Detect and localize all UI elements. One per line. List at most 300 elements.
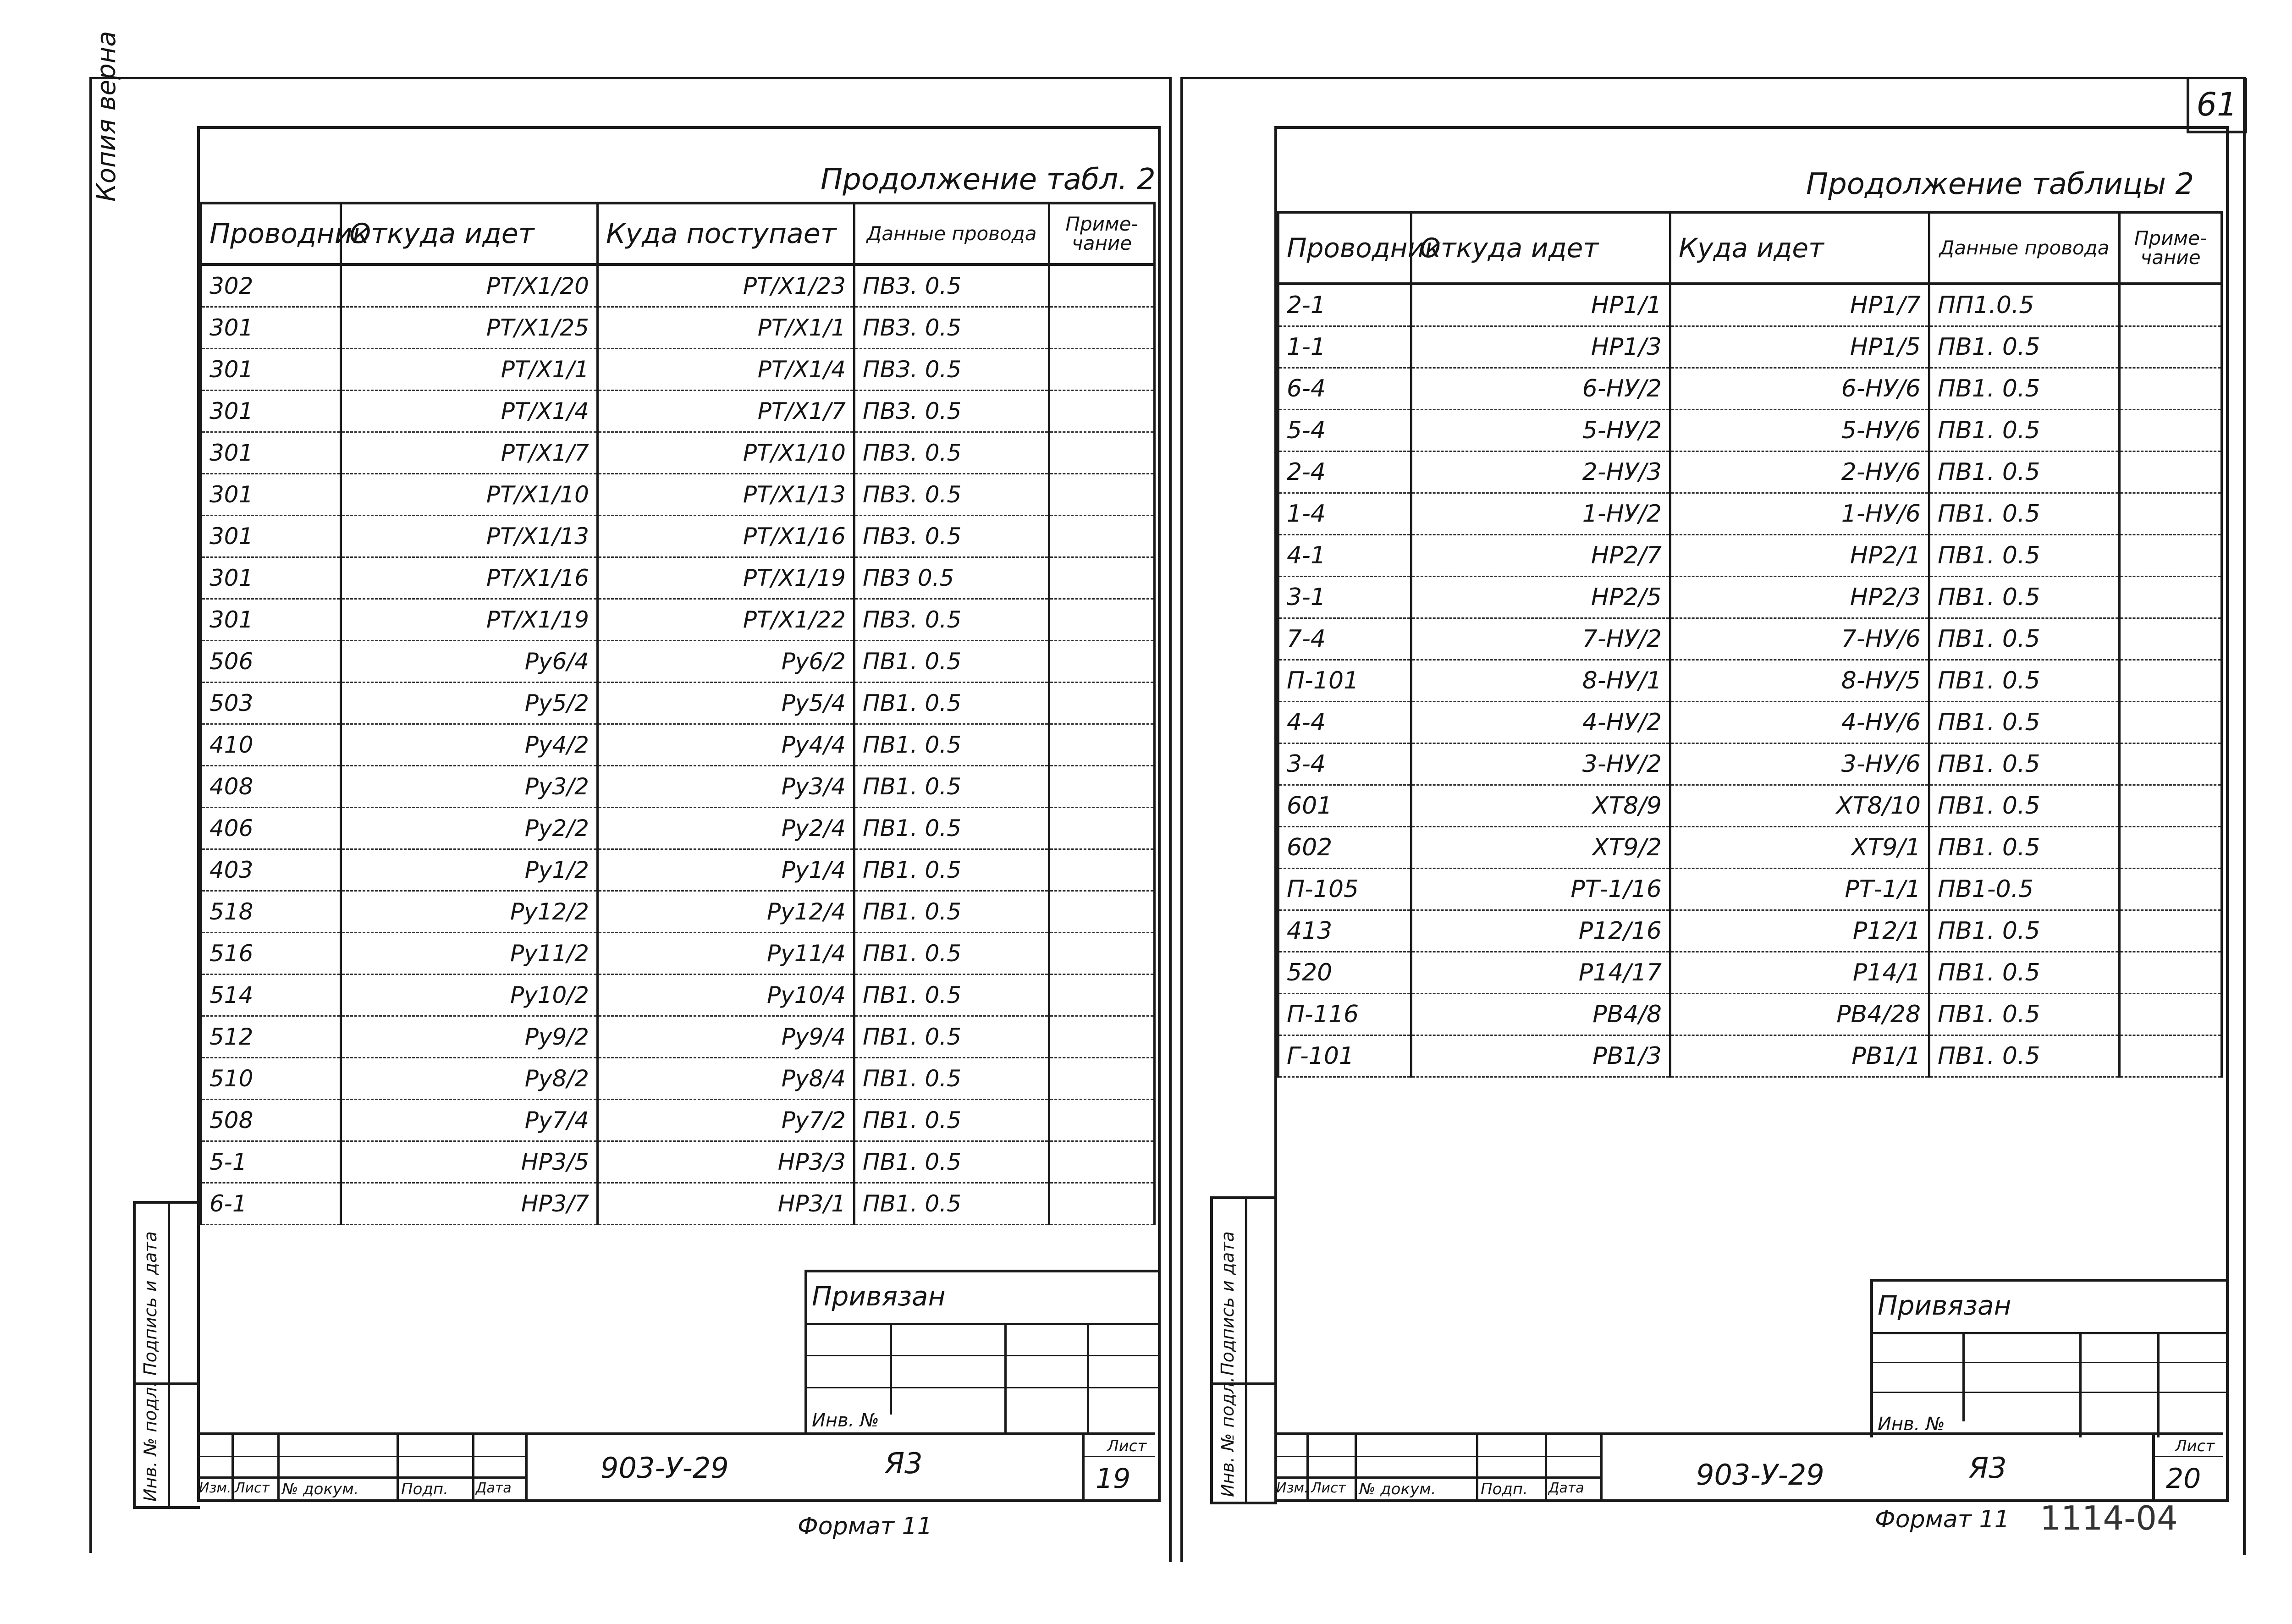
table-row [1278, 577, 2222, 618]
sheet-right-edge [2243, 77, 2246, 1555]
table-row [1278, 743, 2222, 785]
cell-wire: 301 [201, 391, 341, 432]
left-sheet-no-divider [1082, 1435, 1085, 1499]
left-format-label: Формат 11 [798, 1513, 932, 1540]
cell-note [2120, 577, 2222, 618]
cell-note [2120, 743, 2222, 785]
left-sheet-no-rule [1082, 1456, 1155, 1457]
right-sheet-number: 20 [2166, 1463, 2201, 1495]
right-binding-vrule-1 [1962, 1332, 1965, 1421]
cell-note [2120, 618, 2222, 660]
table-row [1278, 618, 2222, 660]
cell-wire: 601 [1278, 785, 1411, 827]
table-row [201, 849, 1155, 891]
cell-data: ПВ1. 0.5 [1929, 1035, 2120, 1077]
table-row [1278, 910, 2222, 952]
cell-data: ПВЗ. 0.5 [854, 474, 1049, 516]
table-row [1278, 1035, 2222, 1077]
cell-note [2120, 368, 2222, 410]
cell-to: РВ1/1 [1670, 1035, 1929, 1077]
cell-wire: 301 [201, 599, 341, 641]
col-header-wire-data: Данные провода [854, 203, 1049, 264]
right-stamp-h-sign: Подп. [1481, 1480, 1528, 1498]
cell-to: Р12/1 [1670, 910, 1929, 952]
right-stamp-col-3 [1476, 1435, 1478, 1499]
cell-to: Ру12/4 [598, 891, 854, 933]
cell-wire: 512 [201, 1016, 341, 1058]
left-stamp-h-sign: Подп. [401, 1480, 448, 1498]
col-header-from: Откуда идет [1411, 212, 1670, 284]
cell-from: Ру5/2 [341, 683, 598, 724]
cell-from: РТ/Х1/4 [341, 391, 598, 432]
cell-to: РТ/Х1/1 [598, 307, 854, 349]
table-row [1278, 410, 2222, 451]
left-binding-rule-1 [807, 1323, 1158, 1325]
cell-note [1049, 557, 1155, 599]
left-stamp-grid [197, 1435, 527, 1499]
cell-from: Ру12/2 [341, 891, 598, 933]
cell-wire: 602 [1278, 827, 1411, 869]
left-wire-table [200, 202, 1156, 1225]
cell-to: 1-НУ/6 [1670, 493, 1929, 535]
cell-wire: 518 [201, 891, 341, 933]
cell-note [2120, 994, 2222, 1035]
cell-from: 8-НУ/1 [1411, 660, 1670, 702]
table-row [201, 766, 1155, 808]
cell-to: НР3/1 [598, 1183, 854, 1225]
cell-wire: 301 [201, 557, 341, 599]
right-stamp-row-rule-2 [1274, 1476, 1602, 1479]
col-header-note: Приме-чание [2120, 212, 2222, 284]
cell-note [1049, 1183, 1155, 1225]
cell-note [2120, 702, 2222, 743]
table-row [201, 1183, 1155, 1225]
left-side-stamp-divider [168, 1204, 170, 1506]
archive-number: 1114-04 [2040, 1499, 2178, 1537]
left-title-block [197, 1432, 1155, 1499]
cell-from: 5-НУ/2 [1411, 410, 1670, 451]
col-header-to: Куда поступает [598, 203, 854, 264]
cell-note [2120, 785, 2222, 827]
cell-wire: 301 [201, 432, 341, 474]
cell-from: РТ/Х1/13 [341, 516, 598, 557]
right-table-heading: Продолжение таблицы 2 [1806, 167, 2194, 201]
left-binding-rule-2 [807, 1355, 1158, 1356]
cell-note [1049, 1058, 1155, 1100]
table-row [1278, 660, 2222, 702]
table-row [201, 474, 1155, 516]
cell-wire: 516 [201, 933, 341, 974]
cell-wire: 3-1 [1278, 577, 1411, 618]
left-sheet-number: 19 [1096, 1463, 1131, 1495]
cell-data: ПВЗ. 0.5 [854, 391, 1049, 432]
cell-note [2120, 827, 2222, 869]
cell-to: Ру1/4 [598, 849, 854, 891]
cell-wire: П-101 [1278, 660, 1411, 702]
cell-note [1049, 1100, 1155, 1141]
cell-wire: 301 [201, 516, 341, 557]
left-binding-block [804, 1270, 1158, 1435]
cell-wire: 301 [201, 307, 341, 349]
cell-from: 3-НУ/2 [1411, 743, 1670, 785]
table-row [1278, 869, 2222, 910]
cell-from: Р12/16 [1411, 910, 1670, 952]
cell-to: РТ/Х1/19 [598, 557, 854, 599]
left-binding-vrule-1 [890, 1323, 892, 1415]
cell-data: ПВ1. 0.5 [854, 766, 1049, 808]
cell-to: Ру11/4 [598, 933, 854, 974]
cell-from: Ру2/2 [341, 808, 598, 849]
cell-from: 7-НУ/2 [1411, 618, 1670, 660]
col-header-to: Куда идет [1670, 212, 1929, 284]
cell-data: ПВ1. 0.5 [854, 849, 1049, 891]
left-stamp-col-3 [397, 1435, 399, 1499]
cell-note [2120, 910, 2222, 952]
cell-note [1049, 474, 1155, 516]
cell-from: 2-НУ/3 [1411, 451, 1670, 493]
cell-data: ПВЗ. 0.5 [854, 599, 1049, 641]
table-row [201, 683, 1155, 724]
table-row [201, 264, 1155, 307]
cell-to: Ру4/4 [598, 724, 854, 766]
cell-data: ПВ1. 0.5 [854, 1141, 1049, 1183]
cell-to: НР2/3 [1670, 577, 1929, 618]
right-stamp-grid [1274, 1435, 1602, 1499]
cell-data: ПВ1. 0.5 [1929, 702, 2120, 743]
cell-note [1049, 264, 1155, 307]
right-binding-rule-2 [1873, 1362, 2226, 1363]
table-row [201, 891, 1155, 933]
cell-from: Ру7/4 [341, 1100, 598, 1141]
right-stamp-h-izm: Изм. [1276, 1480, 1309, 1496]
cell-note [2120, 493, 2222, 535]
right-binding-vrule-2 [2079, 1332, 2082, 1437]
table-row [1278, 535, 2222, 577]
cell-to: ХТ9/1 [1670, 827, 1929, 869]
right-stamp-col-5 [1600, 1435, 1603, 1499]
cell-data: ПВЗ. 0.5 [854, 264, 1049, 307]
cell-data: ПВ1. 0.5 [854, 974, 1049, 1016]
cell-wire: 2-1 [1278, 284, 1411, 326]
cell-from: ХТ8/9 [1411, 785, 1670, 827]
table-row [201, 599, 1155, 641]
cell-note [2120, 1035, 2222, 1077]
cell-from: НР1/3 [1411, 326, 1670, 368]
cell-wire: 4-4 [1278, 702, 1411, 743]
cell-from: НР3/7 [341, 1183, 598, 1225]
cell-data: ПВ1. 0.5 [1929, 743, 2120, 785]
cell-wire: 3-4 [1278, 743, 1411, 785]
cell-data: ПВ1. 0.5 [1929, 535, 2120, 577]
sheet-left-edge [89, 77, 92, 1553]
table-row [201, 641, 1155, 683]
table-row [201, 1100, 1155, 1141]
cell-note [2120, 410, 2222, 451]
left-stamp-h-doc: № докум. [282, 1480, 359, 1498]
cell-data: ПВ1. 0.5 [854, 683, 1049, 724]
right-side-stamp [1210, 1196, 1277, 1504]
cell-data: ПВ1. 0.5 [1929, 577, 2120, 618]
cell-note [2120, 660, 2222, 702]
right-sheet-label: Лист [2175, 1437, 2215, 1455]
cell-from: РТ/Х1/1 [341, 349, 598, 391]
col-header-note: Приме-чание [1049, 203, 1155, 264]
cell-wire: 413 [1278, 910, 1411, 952]
right-side-label-inv: Инв. № подл. [1218, 1376, 1238, 1497]
cell-note [1049, 1141, 1155, 1183]
left-stamp-col-2 [277, 1435, 280, 1499]
right-stamp-col-4 [1545, 1435, 1547, 1499]
cell-wire: 1-1 [1278, 326, 1411, 368]
left-sheet-label: Лист [1107, 1437, 1147, 1455]
cell-to: НР3/3 [598, 1141, 854, 1183]
cell-note [1049, 933, 1155, 974]
cell-wire: 514 [201, 974, 341, 1016]
table-row [1278, 326, 2222, 368]
right-sheet-no-rule [2152, 1456, 2223, 1457]
cell-data: ПВ1. 0.5 [854, 1016, 1049, 1058]
left-doc-code: 903-У-29 [601, 1451, 729, 1485]
cell-from: РТ-1/16 [1411, 869, 1670, 910]
cell-data: ПВЗ. 0.5 [854, 349, 1049, 391]
cell-data: ПВ1. 0.5 [1929, 994, 2120, 1035]
col-header-wire: Проводник [201, 203, 341, 264]
table-row [201, 808, 1155, 849]
right-binding-block [1870, 1279, 2226, 1437]
cell-to: Ру7/2 [598, 1100, 854, 1141]
cell-from: 6-НУ/2 [1411, 368, 1670, 410]
sheet-top-line-right [1180, 77, 2246, 79]
cell-from: РТ/Х1/20 [341, 264, 598, 307]
cell-note [1049, 891, 1155, 933]
cell-from: Ру10/2 [341, 974, 598, 1016]
table-row [1278, 952, 2222, 994]
left-side-stamp [133, 1201, 200, 1509]
cell-note [1049, 349, 1155, 391]
cell-wire: 6-1 [201, 1183, 341, 1225]
cell-wire: 508 [201, 1100, 341, 1141]
left-binding-rule-3 [807, 1387, 1158, 1388]
certified-copy-stamp: Копия верна [92, 31, 121, 202]
cell-note [1049, 516, 1155, 557]
cell-wire: 406 [201, 808, 341, 849]
cell-wire: 302 [201, 264, 341, 307]
cell-data: ПВ1. 0.5 [854, 933, 1049, 974]
col-header-wire: Проводник [1278, 212, 1411, 284]
table-row [201, 349, 1155, 391]
cell-to: 7-НУ/6 [1670, 618, 1929, 660]
right-stamp-h-doc: № докум. [1359, 1480, 1436, 1498]
cell-to: Ру8/4 [598, 1058, 854, 1100]
left-table-header-row [201, 203, 1155, 264]
cell-to: РТ/Х1/22 [598, 599, 854, 641]
cell-from: Ру8/2 [341, 1058, 598, 1100]
cell-data: ПВ1. 0.5 [854, 808, 1049, 849]
table-row [1278, 702, 2222, 743]
cell-data: ПВ1. 0.5 [854, 891, 1049, 933]
cell-wire: П-116 [1278, 994, 1411, 1035]
cell-note [1049, 808, 1155, 849]
cell-wire: 301 [201, 474, 341, 516]
cell-to: Р14/1 [1670, 952, 1929, 994]
right-table-header-row [1278, 212, 2222, 284]
cell-wire: 5-1 [201, 1141, 341, 1183]
cell-data: ПВ1. 0.5 [1929, 493, 2120, 535]
left-stamp-h-izm: Изм. [199, 1480, 231, 1496]
cell-to: 2-НУ/6 [1670, 451, 1929, 493]
cell-from: Ру1/2 [341, 849, 598, 891]
cell-data: ПВ1. 0.5 [854, 641, 1049, 683]
cell-from: НР2/7 [1411, 535, 1670, 577]
table-row [201, 432, 1155, 474]
cell-data: ПВ1. 0.5 [1929, 952, 2120, 994]
cell-wire: Г-101 [1278, 1035, 1411, 1077]
cell-wire: 301 [201, 349, 341, 391]
left-stamp-col-4 [472, 1435, 474, 1499]
cell-note [1049, 724, 1155, 766]
table-row [201, 1016, 1155, 1058]
cell-from: 1-НУ/2 [1411, 493, 1670, 535]
cell-wire: 2-4 [1278, 451, 1411, 493]
cell-note [1049, 1016, 1155, 1058]
cell-to: РТ/Х1/7 [598, 391, 854, 432]
cell-wire: 1-4 [1278, 493, 1411, 535]
cell-data: ПВ1. 0.5 [1929, 660, 2120, 702]
right-inv-label: Инв. № [1878, 1414, 1945, 1435]
cell-wire: 6-4 [1278, 368, 1411, 410]
cell-wire: 4-1 [1278, 535, 1411, 577]
cell-note [2120, 952, 2222, 994]
cell-note [1049, 432, 1155, 474]
table-row [201, 1141, 1155, 1183]
left-stamp-row-rule-2 [197, 1476, 527, 1479]
cell-to: НР1/5 [1670, 326, 1929, 368]
cell-data: ПВ1. 0.5 [854, 1183, 1049, 1225]
table-row [201, 391, 1155, 432]
cell-to: РВ4/28 [1670, 994, 1929, 1035]
right-stamp-h-date: Дата [1548, 1480, 1584, 1496]
left-stamp-row-rule-1 [197, 1456, 527, 1457]
cell-note [1049, 391, 1155, 432]
cell-from: Ру11/2 [341, 933, 598, 974]
right-sheet-no-divider [2152, 1435, 2155, 1499]
cell-data: ПВ1. 0.5 [854, 1100, 1049, 1141]
cell-note [1049, 641, 1155, 683]
cell-to: РТ/Х1/13 [598, 474, 854, 516]
cell-to: Ру5/4 [598, 683, 854, 724]
table-row [201, 557, 1155, 599]
cell-data: ПВЗ. 0.5 [854, 516, 1049, 557]
right-binding-rule-3 [1873, 1392, 2226, 1393]
cell-note [2120, 451, 2222, 493]
right-binding-vrule-3 [2157, 1332, 2160, 1437]
table-row [201, 307, 1155, 349]
table-row [1278, 994, 2222, 1035]
cell-wire: 510 [201, 1058, 341, 1100]
left-side-label-inv: Инв. № подл. [140, 1381, 160, 1502]
cell-data: ПВ1. 0.5 [1929, 618, 2120, 660]
cell-wire: 506 [201, 641, 341, 683]
left-stamp-col-5 [525, 1435, 528, 1499]
left-side-label-sign: Подпись и дата [140, 1231, 160, 1376]
cell-to: 5-НУ/6 [1670, 410, 1929, 451]
cell-wire: 403 [201, 849, 341, 891]
table-row [1278, 827, 2222, 869]
cell-note [2120, 326, 2222, 368]
left-inv-label: Инв. № [812, 1410, 879, 1431]
left-binding-vrule-3 [1087, 1323, 1089, 1435]
cell-to: РТ/Х1/16 [598, 516, 854, 557]
sheet-fold-right [1180, 77, 1183, 1562]
cell-to: 3-НУ/6 [1670, 743, 1929, 785]
table-row [201, 516, 1155, 557]
page-number: 61 [2187, 78, 2247, 133]
right-binding-label: Привязан [1878, 1290, 2011, 1321]
cell-note [1049, 849, 1155, 891]
right-stamp-h-list: Лист [1311, 1480, 1346, 1496]
table-row [1278, 368, 2222, 410]
cell-to: НР1/7 [1670, 284, 1929, 326]
cell-note [2120, 284, 2222, 326]
cell-data: ПВ1. 0.5 [1929, 785, 2120, 827]
cell-to: НР2/1 [1670, 535, 1929, 577]
cell-to: Ру6/2 [598, 641, 854, 683]
cell-to: ХТ8/10 [1670, 785, 1929, 827]
col-header-from: Откуда идет [341, 203, 598, 264]
table-row [1278, 451, 2222, 493]
right-binding-rule-1 [1873, 1332, 2226, 1334]
cell-wire: 503 [201, 683, 341, 724]
right-format-label: Формат 11 [1875, 1506, 2010, 1533]
cell-data: ПВ1. 0.5 [854, 724, 1049, 766]
cell-from: НР2/5 [1411, 577, 1670, 618]
cell-from: ХТ9/2 [1411, 827, 1670, 869]
cell-from: Ру6/4 [341, 641, 598, 683]
cell-to: Ру10/4 [598, 974, 854, 1016]
cell-from: РТ/Х1/10 [341, 474, 598, 516]
cell-data: ПВ1. 0.5 [854, 1058, 1049, 1100]
cell-to: РТ/Х1/10 [598, 432, 854, 474]
cell-data: ПВЗ 0.5 [854, 557, 1049, 599]
cell-data: ПВ1. 0.5 [1929, 451, 2120, 493]
left-sheet-code: Я3 [885, 1447, 923, 1480]
cell-data: ПВЗ. 0.5 [854, 432, 1049, 474]
cell-from: РТ/Х1/16 [341, 557, 598, 599]
table-row [1278, 284, 2222, 326]
cell-wire: П-105 [1278, 869, 1411, 910]
cell-note [1049, 766, 1155, 808]
cell-wire: 5-4 [1278, 410, 1411, 451]
cell-from: РТ/Х1/7 [341, 432, 598, 474]
cell-from: НР1/1 [1411, 284, 1670, 326]
cell-note [1049, 307, 1155, 349]
cell-from: 4-НУ/2 [1411, 702, 1670, 743]
cell-to: 6-НУ/6 [1670, 368, 1929, 410]
right-side-label-sign: Подпись и дата [1218, 1231, 1238, 1376]
left-stamp-h-list: Лист [235, 1480, 270, 1496]
cell-data: ПВ1. 0.5 [1929, 827, 2120, 869]
col-header-wire-data: Данные провода [1929, 212, 2120, 284]
cell-data: ПВ1. 0.5 [1929, 326, 2120, 368]
right-doc-code: 903-У-29 [1696, 1458, 1824, 1492]
cell-data: ПВЗ. 0.5 [854, 307, 1049, 349]
left-stamp-col-1 [231, 1435, 234, 1499]
cell-wire: 410 [201, 724, 341, 766]
right-side-stamp-divider [1245, 1199, 1247, 1502]
right-title-block [1274, 1432, 2223, 1499]
table-row [201, 724, 1155, 766]
table-row [1278, 493, 2222, 535]
